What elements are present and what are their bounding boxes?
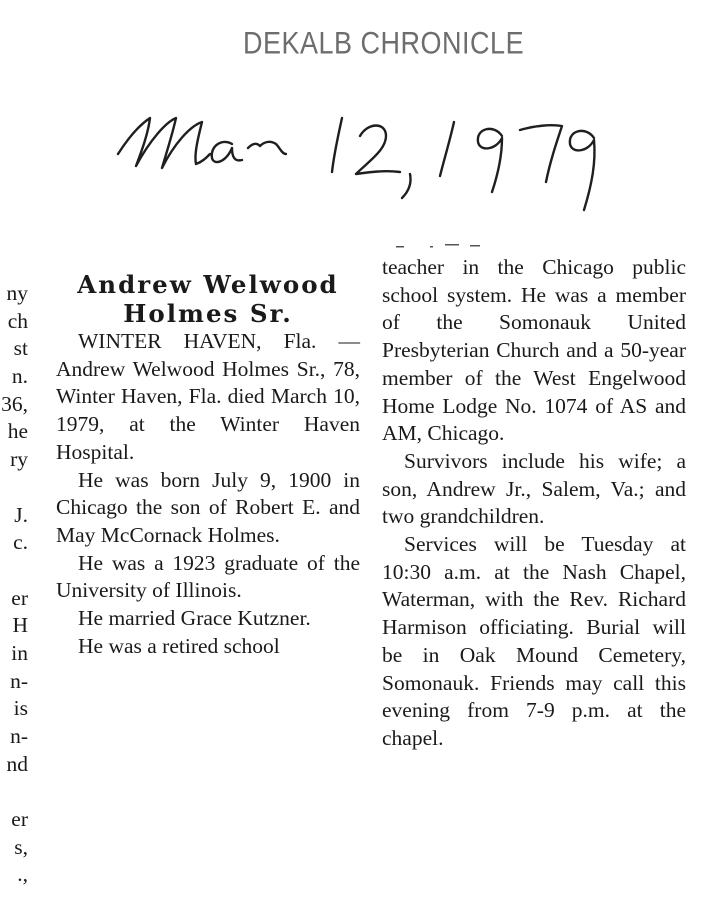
newspaper-stamp: DEKALB CHRONICLE [243,26,525,61]
paragraph: Survivors include his wife; a son, Andrew Jr., Salem, Va.; and two grandchildren. [382,448,686,529]
paragraph: WINTER HAVEN, Fla. — Andrew Welwood Holmes Sr., 78, Winter Haven, Fla. died March 10, 1979, at the Winter Haven Hospital. [56,329,360,464]
paragraph: He was a retired school [78,633,280,658]
obituary-column-2 [382,254,686,753]
print-specks [390,235,510,245]
obituary-headline: Andrew Welwood Holmes Sr. [77,270,339,328]
paragraph: He was a 1923 graduate of the University of Illinois. [56,550,360,603]
obituary-column-1 [56,270,360,660]
handwritten-date [110,92,630,222]
adjacent-column-fragment: ny ch st n. 36, he ry J. c. er H in n- is n- nd er s, ., [1,281,28,887]
paragraph: He was born July 9, 1900 in Chicago the son of Robert E. and May McCornack Holmes. [56,467,360,547]
paragraph: Services will be Tuesday at 10:30 a.m. at the Nash Chapel, Waterman, with the Rev. Richard Harmison officiating. Burial will be in Oak Mound Cemetery, Somonauk. Friends may call this evening from 7-9 p.m. at the chapel. [382,532,686,750]
paragraph: teacher in the Chicago public school system. He was a member of the Somonauk United Presbyterian Church and a 50-year member of the West Engelwood Home Lodge No. 1074 of AS and AM, Chicago. [382,255,686,446]
paragraph: He married Grace Kutzner. [78,606,311,631]
